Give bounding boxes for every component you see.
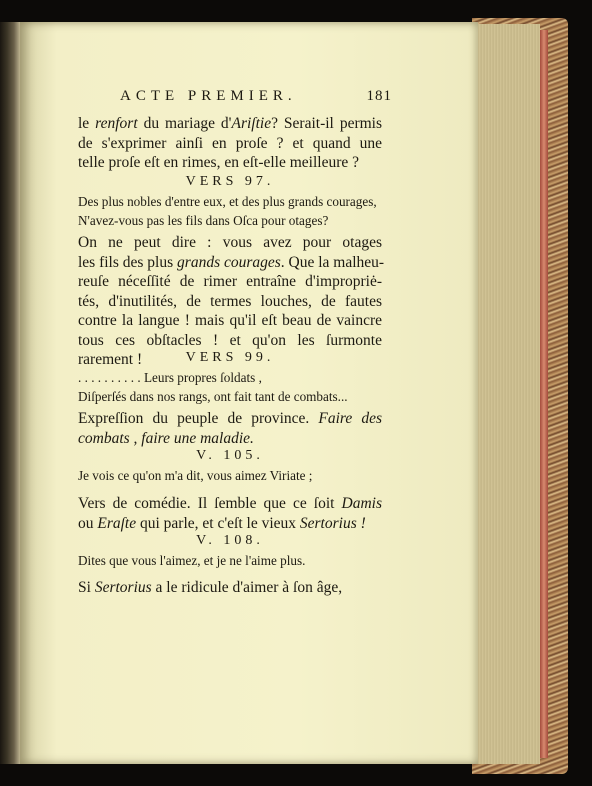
verse-quote-108 — [78, 551, 382, 570]
verse-quote-97 — [78, 192, 382, 230]
text-line: rarement ! — [78, 351, 143, 368]
page-block-edges — [476, 24, 540, 764]
book-spine-left — [0, 22, 20, 764]
verse-heading-99: VERS 99. — [185, 350, 275, 365]
verse-quote-99 — [78, 368, 382, 406]
text-line: ou Eraſte qui parle, et c'eſt le vieux Sertorius ! — [78, 514, 366, 532]
text-line: telle proſe eſt en rimes, en eſt-elle meilleure ? — [78, 154, 360, 171]
text-line: le renfort du mariage d'Ariſtie? Serait-il permis — [78, 115, 383, 132]
running-head-title: ACTE PREMIER. — [120, 88, 297, 104]
text-line: Des plus nobles d'entre eux, et des plus grands courages, — [78, 194, 377, 209]
text-line: Diſperſés dans nos rangs, ont fait tant de combats... — [78, 389, 348, 404]
running-head — [120, 88, 392, 105]
red-page-edge — [540, 30, 548, 758]
text-line: Expreſſion du peuple de province. Faire des — [78, 410, 382, 427]
text-line: contre la langue ! mais qu'il eſt beau de vaincre — [78, 312, 382, 329]
text-line: On ne peut dire : vous avez pour otages — [78, 234, 382, 251]
text-line: Si Sertorius a le ridicule d'aimer à ſon âge, — [78, 579, 343, 596]
paragraph-4 — [78, 494, 382, 533]
text-line: tés, d'inutilités, de termes louches, de fautes — [78, 292, 382, 310]
paragraph-5 — [78, 578, 382, 598]
text-line: de s'exprimer ainſi en proſe ? et quand une — [78, 134, 382, 152]
text-line: Vers de comédie. Il ſemble que ce ſoit Damis — [78, 495, 382, 512]
page-number: 181 — [366, 88, 392, 104]
verse-heading-97: VERS 97. — [185, 174, 275, 189]
book-page — [20, 22, 478, 764]
text-line: Je vois ce qu'on m'a dit, vous aimez Viriate ; — [78, 468, 313, 483]
text-line: les fils des plus grands courages. Que la malheu- — [78, 253, 385, 271]
text-line: . . . . . . . . . . Leurs propres ſoldats , — [78, 370, 262, 385]
paragraph-1 — [78, 114, 382, 173]
text-line: reuſe néceſſité de rimer entraîne d'impropriė- — [78, 273, 382, 290]
text-line: Dites que vous l'aimez, et je ne l'aime plus. — [78, 553, 306, 568]
paragraph-3 — [78, 409, 382, 448]
text-line: tous ces obſtacles ! et qu'on les ſurmonte — [78, 331, 382, 349]
verse-quote-105 — [78, 466, 382, 485]
text-line: N'avez-vous pas les fils dans Oſca pour otages? — [78, 213, 329, 228]
verse-heading-105: V. 105. — [196, 448, 264, 463]
verse-heading-108: V. 108. — [196, 533, 264, 548]
text-line: combats , faire une maladie. — [78, 429, 254, 447]
